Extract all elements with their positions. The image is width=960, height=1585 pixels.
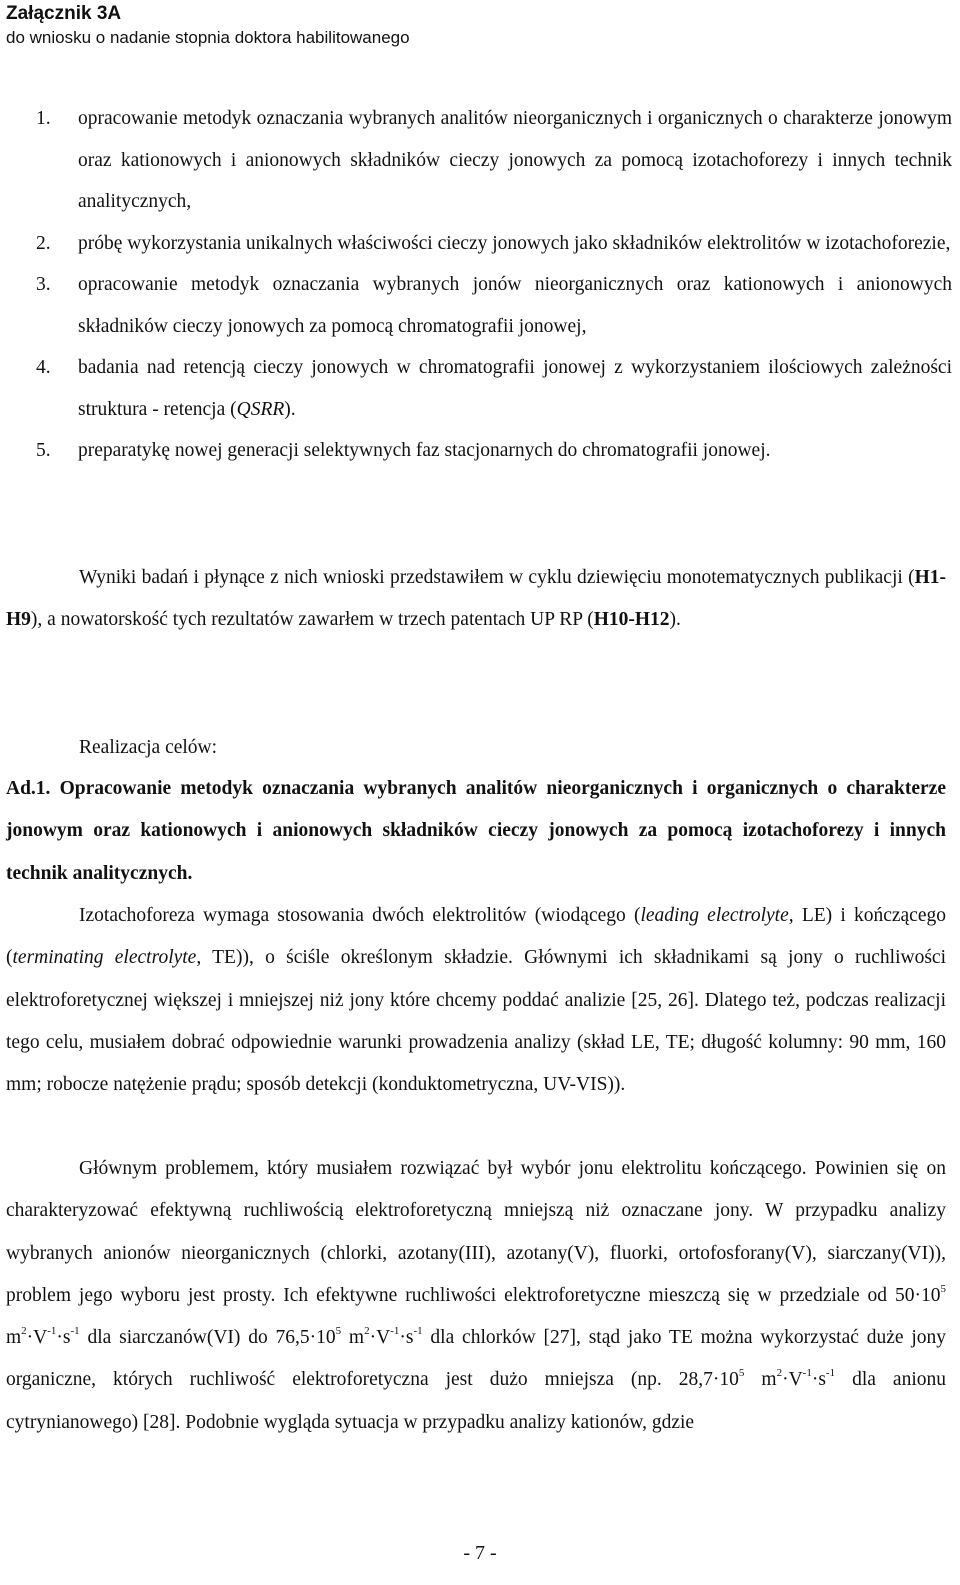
- section-label: Realizacja celów:: [79, 737, 218, 758]
- goal-number: 3.: [36, 274, 51, 295]
- itp-paragraph: [6, 895, 946, 1106]
- para-text: dla siarczanów(VI) do 76,5·10: [79, 1327, 336, 1349]
- goal-number: 1.: [36, 108, 51, 129]
- summary-text: ), a nowatorskość tych rezultatów zawarłem w trzech patentach UP RP (: [30, 609, 594, 631]
- para-text: , LE) i kończącego (: [6, 905, 946, 969]
- goal-text: badania nad retencją cieczy jonowych w chromatografii jonowej z wykorzystaniem ilościowych zależności struktura - retencja (: [78, 357, 952, 420]
- summary-bold: H1-H9: [6, 567, 946, 631]
- ad1-heading: Ad.1. Opracowanie metodyk oznaczania wybranych analitów nieorganicznych i organicznych o charakterze jonowym oraz kationowych i anionowych składników cieczy jonowych za pomocą izotachoforezy i innych technik analitycznych.: [6, 778, 946, 884]
- summary-text: Wyniki badań i płynące z nich wnioski przedstawiłem w cyklu dziewięciu monotematycznych publikacji (: [79, 567, 915, 588]
- page-number: - 7 -: [463, 1542, 497, 1564]
- goal-text: próbę wykorzystania unikalnych właściwości cieczy jonowych jako składników elektrolitów w izotachoforezie,: [78, 232, 951, 254]
- superscript: 2: [364, 1325, 370, 1338]
- goal-number: 2.: [36, 232, 51, 254]
- summary-text: ).: [669, 609, 681, 631]
- unit: m: [6, 1327, 22, 1349]
- unit: ·s: [811, 1369, 826, 1391]
- superscript: 5: [738, 1367, 745, 1380]
- unit: m: [341, 1327, 365, 1349]
- superscript: -1: [47, 1325, 57, 1338]
- para-text: dla anionu cytrynianowego) [28]. Podobnie wygląda sytuacja w przypadku analizy kationów, gdzie: [6, 1369, 946, 1433]
- goal-item: [36, 347, 952, 430]
- goal-item: [36, 98, 952, 223]
- para-italic: leading electrolyte: [640, 905, 789, 926]
- summary-paragraph: [6, 557, 946, 642]
- attachment-title: Załącznik 3A: [6, 3, 122, 24]
- superscript: -1: [70, 1325, 80, 1338]
- goal-item: [36, 264, 952, 347]
- para-text: dla chlorków [27], stąd jako TE można wykorzystać duże jony organiczne, których ruchliwość elektroforetyczna jest dużo mniejsza (np. 28,7·10: [6, 1327, 946, 1391]
- superscript: 5: [335, 1325, 342, 1338]
- unit: m: [744, 1369, 777, 1391]
- summary-bold: H10-H12: [593, 609, 670, 631]
- para-italic: terminating electrolyte: [12, 947, 197, 969]
- superscript: 2: [21, 1325, 27, 1338]
- document-header: [6, 2, 410, 50]
- goal-item: [36, 223, 952, 265]
- unit: ·V: [369, 1327, 391, 1349]
- goal-number: 5.: [36, 440, 51, 461]
- goal-text-italic: QSRR: [236, 398, 285, 420]
- unit: ·V: [26, 1327, 48, 1349]
- goal-text-end: ).: [284, 398, 296, 420]
- superscript: 2: [776, 1367, 783, 1380]
- goal-text: preparatykę nowej generacji selektywnych faz stacjonarnych do chromatografii jonowej.: [78, 440, 771, 461]
- superscript: -1: [825, 1367, 836, 1380]
- superscript: 5: [940, 1282, 946, 1295]
- attachment-subtitle: do wniosku o nadanie stopnia doktora habilitowanego: [6, 28, 410, 47]
- goal-text: opracowanie metodyk oznaczania wybranych analitów nieorganicznych i organicznych o charakterze jonowym oraz kationowych i anionowych składników cieczy jonowych za pomocą izotachoforezy i innych technik analitycznych,: [78, 108, 952, 212]
- superscript: -1: [390, 1325, 400, 1338]
- goal-item: [36, 430, 952, 472]
- unit: ·s: [56, 1327, 71, 1349]
- goals-list: [36, 98, 952, 472]
- para-text: Izotachoforeza wymaga stosowania dwóch elektrolitów (wiodącego (: [79, 905, 641, 926]
- problem-paragraph: [6, 1148, 946, 1444]
- superscript: -1: [802, 1367, 812, 1380]
- superscript: -1: [413, 1325, 423, 1338]
- unit: ·s: [399, 1327, 414, 1349]
- goal-text: opracowanie metodyk oznaczania wybranych jonów nieorganicznych oraz kationowych i anionowych składników cieczy jonowych za pomocą chromatografii jonowej,: [78, 274, 952, 337]
- unit: ·V: [782, 1369, 803, 1391]
- goal-number: 4.: [36, 357, 51, 378]
- para-text: , TE)), o ściśle określonym składzie. Głównymi ich składnikami są jony o ruchliwości elektroforetycznej większej i mniejszej niż jony które chcemy poddać analizie [25, 26]. Dlatego też, podczas realizacji tego celu, musiałem dobrać odpowiednie warunki prowadzenia analizy (skład LE, TE; długość kolumny: 90 mm, 160 mm; robocze natężenie prądu; sposób detekcji (konduktometryczna, UV-VIS)).: [6, 947, 946, 1096]
- para-text: Głównym problemem, który musiałem rozwiązać był wybór jonu elektrolitu kończącego. Powinien się on charakteryzować efektywną ruchliwością elektroforetyczną mniejszą niż oznaczane jony. W przypadku analizy wybranych anionów nieorganicznych (chlorki, azotany(III), azotany(V), fluorki, ortofosforany(V), siarczany(VI)), problem jego wyboru jest prosty. Ich efektywne ruchliwości elektroforetyczne mieszczą się w przedziale od 50·10: [6, 1158, 946, 1306]
